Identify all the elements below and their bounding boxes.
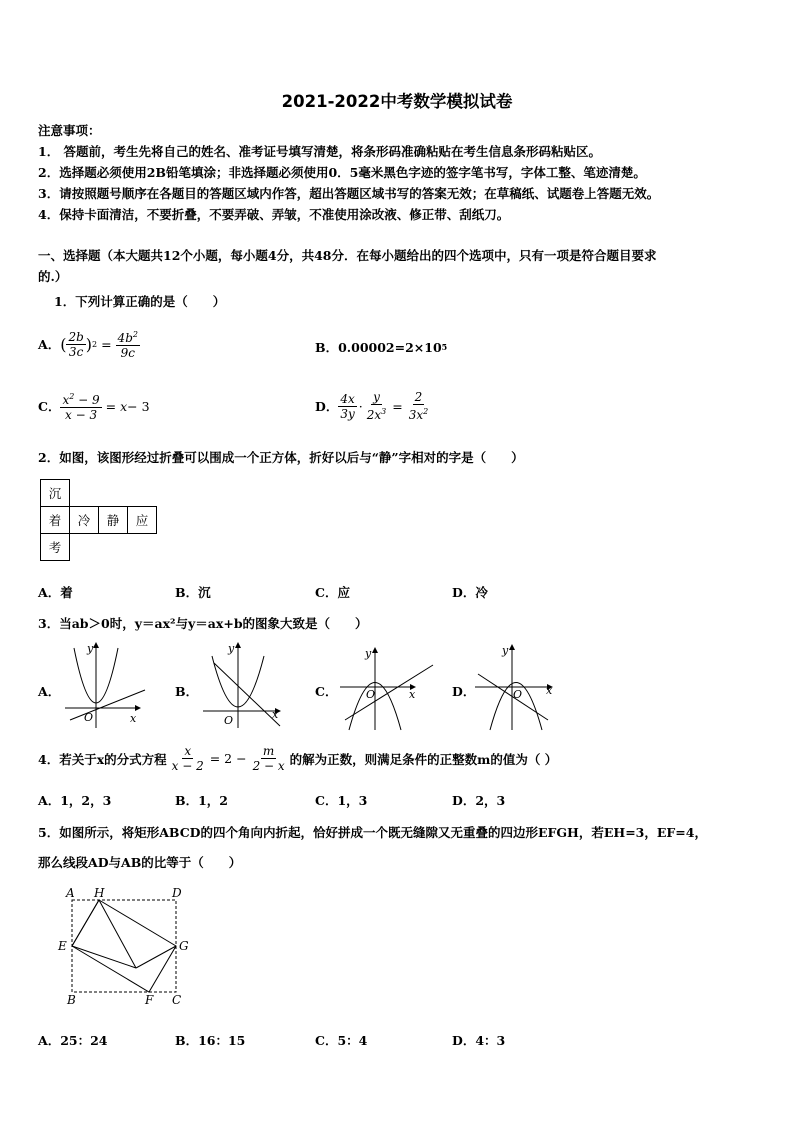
- origin-label: O: [224, 714, 234, 727]
- net-cell: 应: [128, 507, 157, 534]
- graph-b: [200, 638, 290, 730]
- page-title: 2021-2022中考数学模拟试卷: [281, 92, 513, 111]
- point-label: F: [145, 993, 154, 1007]
- x-axis-label: x: [409, 688, 416, 701]
- q5-option-c[interactable]: C．5：4: [315, 1033, 368, 1048]
- x-axis-label: x: [546, 684, 553, 697]
- q4-option-a[interactable]: A．1，2，3: [38, 793, 112, 808]
- q4-option-b[interactable]: B．1，2: [175, 793, 228, 808]
- q3-option-b-label[interactable]: B．: [175, 684, 199, 699]
- q2-option-a[interactable]: A．着: [38, 585, 73, 600]
- graph-c: [335, 640, 435, 732]
- point-label: E: [58, 939, 67, 953]
- rectangle-fold-figure: [52, 880, 202, 1010]
- q5-option-b[interactable]: B．16：15: [175, 1033, 246, 1048]
- question-2-stem: 2．如图，该图形经过折叠可以围成一个正方体，折好以后与“静”字相对的字是（ ）: [38, 450, 524, 465]
- origin-label: O: [84, 711, 94, 724]
- graph-a: [60, 638, 150, 730]
- q2-option-b[interactable]: B．沉: [175, 585, 211, 600]
- notice-item: 1． 答题前，考生先将自己的姓名、准考证号填写清楚，将条形码准确粘贴在考生信息条形码粘贴区。: [38, 144, 602, 159]
- net-cell: 静: [99, 507, 128, 534]
- q3-option-c-label[interactable]: C．: [315, 684, 338, 699]
- net-cell: 沉: [41, 480, 70, 507]
- option-label: D．: [315, 399, 339, 414]
- q1-option-c[interactable]: [38, 390, 150, 422]
- question-5-stem-cont: 那么线段AD与AB的比等于（ ）: [38, 855, 242, 870]
- q1-option-a[interactable]: [38, 328, 140, 360]
- q5-option-a[interactable]: A．25：24: [38, 1033, 108, 1048]
- notice-item: 2．选择题必须使用2B铅笔填涂；非选择题必须使用0．5毫米黑色字迹的签字笔书写，字体工整、笔迹清楚。: [38, 165, 646, 180]
- question-5-stem: 5．如图所示，将矩形ABCD的四个角向内折起，恰好拼成一个既无缝隙又无重叠的四边形EFGH，若EH=3，EF=4，: [38, 825, 707, 840]
- question-1-stem: 1．下列计算正确的是（ ）: [54, 294, 226, 309]
- graph-d: [470, 640, 570, 732]
- option-label: B．: [315, 340, 339, 355]
- q3-option-d-label[interactable]: D．: [452, 684, 476, 699]
- notice-item: 3．请按照题号顺序在各题目的答题区域内作答，超出答题区域书写的答案无效；在草稿纸、试题卷上答题无效。: [38, 186, 660, 201]
- x-axis-label: x: [130, 712, 137, 725]
- origin-label: O: [366, 688, 376, 701]
- formula-d: $\frac{4x}{3y}$ · $\frac{y}{2x^3}$ = $\frac{2}{3x^2}$: [340, 390, 429, 422]
- question-4-stem: [38, 744, 557, 773]
- formula-a: ( $\frac{2b}{3c}$ ) 2 = $\frac{4b^2}{9c}$: [60, 329, 138, 360]
- question-3-stem: 3．当ab＞0时，y＝ax²与y＝ax+b的图象大致是（ ）: [38, 616, 368, 631]
- net-cell: 冷: [70, 507, 99, 534]
- q2-option-d[interactable]: D．冷: [452, 585, 488, 600]
- point-label: A: [66, 886, 75, 900]
- section-heading-cont: 的.）: [38, 269, 68, 284]
- q3-option-a-label[interactable]: A．: [38, 684, 61, 699]
- cube-net: [40, 479, 157, 561]
- origin-label: O: [513, 688, 523, 701]
- y-axis-label: y: [87, 642, 94, 655]
- option-label: A．: [38, 337, 61, 352]
- q4-option-d[interactable]: D．2，3: [452, 793, 506, 808]
- notice-heading: 注意事项：: [38, 123, 101, 138]
- stem-part: 的解为正数，则满足条件的正整数m的值为（ ）: [289, 751, 558, 767]
- option-exponent: 5: [441, 342, 448, 352]
- stem-part: 4．若关于x的分式方程: [38, 751, 167, 767]
- option-label: C．: [38, 399, 61, 414]
- q5-option-d[interactable]: D．4：3: [452, 1033, 506, 1048]
- net-cell: 着: [41, 507, 70, 534]
- net-cell: 考: [41, 534, 70, 561]
- point-label: C: [172, 993, 182, 1007]
- q4-option-c[interactable]: C．1，3: [315, 793, 368, 808]
- y-axis-label: y: [228, 642, 235, 655]
- y-axis-label: y: [365, 647, 372, 660]
- formula-q4: $\frac{x}{x - 2}$ = 2 − $\frac{m}{2 - x}$: [171, 744, 285, 773]
- q2-option-c[interactable]: C．应: [315, 585, 350, 600]
- point-label: G: [179, 939, 189, 953]
- y-axis-label: y: [502, 644, 509, 657]
- formula-c: $\frac{x^2 - 9}{x - 3}$ = x − 3: [62, 392, 150, 422]
- section-heading: 一、选择题（本大题共12个小题，每小题4分，共48分．在每小题给出的四个选项中，只有一项是符合题目要求: [38, 248, 657, 263]
- point-label: B: [67, 993, 76, 1007]
- q1-option-b[interactable]: [315, 338, 447, 356]
- point-label: D: [172, 886, 182, 900]
- q1-option-d[interactable]: [315, 390, 430, 422]
- x-axis-label: x: [272, 708, 279, 721]
- option-text: 0.00002=2×10: [338, 339, 442, 355]
- point-label: H: [94, 886, 105, 900]
- notice-item: 4．保持卡面清洁，不要折叠，不要弄破、弄皱，不准使用涂改液、修正带、刮纸刀。: [38, 207, 510, 222]
